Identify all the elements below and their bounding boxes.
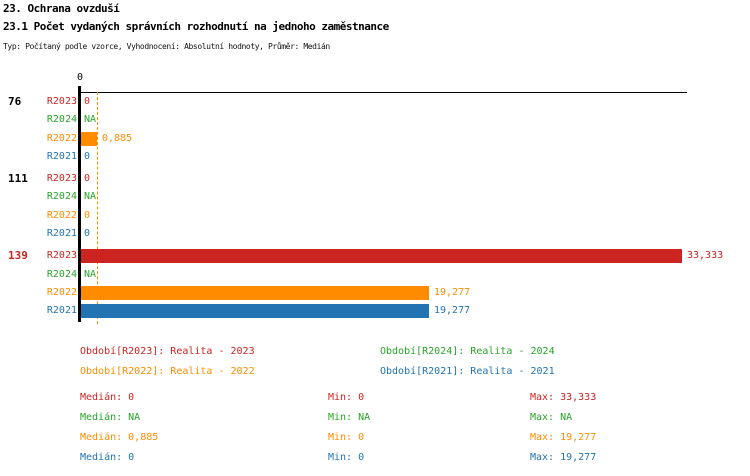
stat-median-r2021: Medián: 0 <box>80 451 135 463</box>
series-label: R2021 <box>46 228 77 240</box>
series-label: R2021 <box>46 150 77 162</box>
bar-value-label: NA <box>84 191 97 203</box>
stat-max-r2024: Max: NA <box>530 411 573 423</box>
bar-group <box>0 170 750 243</box>
bar-value-label: 19,277 <box>434 305 471 317</box>
stat-max-r2021: Max: 19,277 <box>530 451 597 463</box>
bar <box>81 249 682 263</box>
stat-max-r2023: Max: 33,333 <box>530 391 597 403</box>
legend-item-r2024: Období[R2024]: Realita - 2024 <box>380 345 555 357</box>
series-row <box>0 170 750 188</box>
bar-value-label: 0 <box>84 209 91 221</box>
stat-max-r2022: Max: 19,277 <box>530 431 597 443</box>
bar-value-label: 0 <box>84 228 91 240</box>
stat-median-r2024: Medián: NA <box>80 411 141 423</box>
series-label: R2022 <box>46 132 77 144</box>
series-row <box>0 207 750 225</box>
stat-min-r2021: Min: 0 <box>328 451 365 463</box>
report-title: 23. Ochrana ovzduší <box>3 2 120 15</box>
bar-group <box>0 93 750 166</box>
series-row <box>0 148 750 166</box>
x-axis-origin-tick: 0 <box>76 72 84 83</box>
series-row <box>0 266 750 284</box>
series-label: R2024 <box>46 191 77 203</box>
bar-value-label: 19,277 <box>434 286 471 298</box>
series-label: R2023 <box>46 250 77 262</box>
bar <box>81 286 429 300</box>
legend-item-r2023: Období[R2023]: Realita - 2023 <box>80 345 255 357</box>
group-label: 111 <box>8 172 28 186</box>
bar-value-label: NA <box>84 268 97 280</box>
indicator-meta: Typ: Počítaný podle vzorce, Vyhodnocení: Absolutní hodnoty, Průměr: Medián <box>3 42 330 51</box>
series-label: R2021 <box>46 305 77 317</box>
bar-value-label: 0,885 <box>102 132 133 144</box>
series-row <box>0 93 750 111</box>
series-label: R2022 <box>46 209 77 221</box>
legend-item-r2022: Období[R2022]: Realita - 2022 <box>80 365 255 377</box>
stat-min-r2024: Min: NA <box>328 411 371 423</box>
bar-chart <box>0 93 750 325</box>
series-label: R2024 <box>46 114 77 126</box>
series-row <box>0 111 750 129</box>
bar-value-label: 0 <box>84 150 91 162</box>
bar-value-label: NA <box>84 114 97 126</box>
series-label: R2024 <box>46 268 77 280</box>
bar-value-label: 33,333 <box>687 250 724 262</box>
bar-value-label: 0 <box>84 96 91 107</box>
series-row <box>0 302 750 320</box>
series-label: R2023 <box>46 173 77 185</box>
series-row <box>0 225 750 243</box>
stats-table <box>80 387 740 467</box>
group-label: 139 <box>8 249 28 263</box>
bar-group <box>0 247 750 320</box>
legend-item-r2021: Období[R2021]: Realita - 2021 <box>380 365 555 377</box>
legend <box>80 341 700 381</box>
series-row <box>0 188 750 206</box>
stat-median-r2023: Medián: 0 <box>80 391 135 403</box>
stat-min-r2023: Min: 0 <box>328 391 365 403</box>
bar <box>81 304 429 318</box>
bar <box>81 132 97 146</box>
series-row <box>0 284 750 302</box>
group-label: 76 <box>8 95 22 108</box>
series-label: R2023 <box>46 96 77 107</box>
stat-median-r2022: Medián: 0,885 <box>80 431 159 443</box>
indicator-title: 23.1 Počet vydaných správních rozhodnutí na jednoho zaměstnance <box>3 20 389 33</box>
series-label: R2022 <box>46 286 77 298</box>
series-row <box>0 247 750 265</box>
series-row <box>0 130 750 148</box>
stat-min-r2022: Min: 0 <box>328 431 365 443</box>
bar-value-label: 0 <box>84 173 91 185</box>
